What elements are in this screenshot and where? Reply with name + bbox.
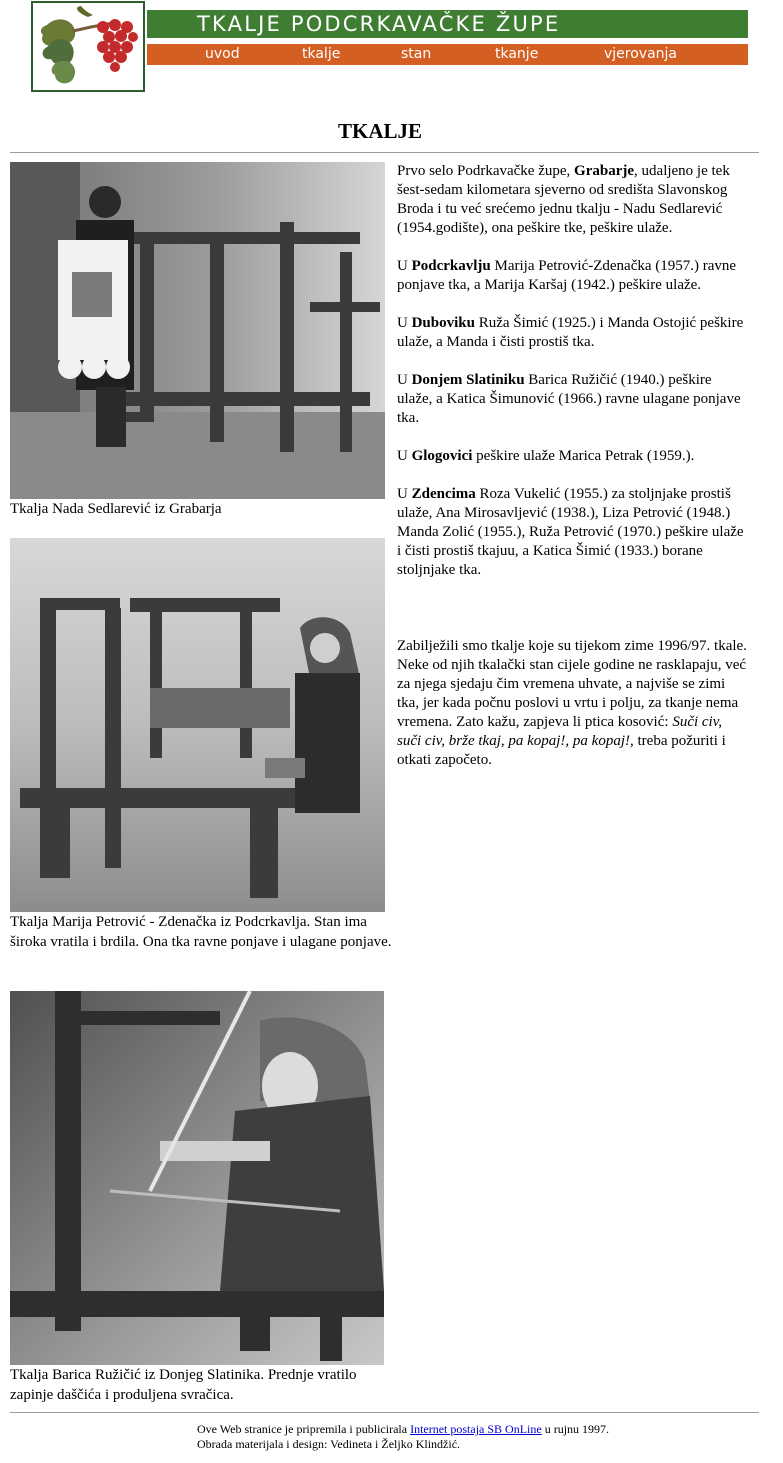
nav-link-vjerovanja[interactable]: vjerovanja: [604, 46, 678, 62]
paragraph-text: Roza Vukelić (1955.) za stoljnjake prostiš ulaže, Ana Mirosavljević (1938.), Liza Petrović (1948.) Manda Zolić (1955.), Ruža Petrović (1970.) peškire ulaže i čisti prostiš tkajuu, a Katica Šimić (1933.) borane stoljnjake tka.: [397, 486, 744, 578]
photo-caption-1: Tkalja Nada Sedlarević iz Grabarja: [10, 501, 222, 517]
nav-link-tkanje[interactable]: tkanje: [495, 46, 539, 62]
paragraph-text: U: [397, 448, 412, 464]
paragraph-closing: [397, 637, 749, 770]
paragraph-text: U: [397, 486, 412, 502]
footer-text: Ove Web stranice je pripremila i publicirala: [197, 1422, 411, 1436]
bird-song-quote: Suči civ, suči civ, brže tkaj, pa kopaj!, pa kopaj!: [397, 714, 723, 749]
paragraph-podcrkavlje: [397, 257, 749, 295]
footer-text: u rujnu 1997.: [541, 1422, 610, 1436]
footer: [197, 1422, 757, 1452]
nav-link-tkalje[interactable]: tkalje: [302, 46, 341, 62]
site-title: TKALJE PODCRKAVAČKE ŽUPE: [197, 12, 561, 36]
photo-marija-petrovic: [10, 538, 385, 912]
paragraph-text: Zabilježili smo tkalje koje su tijekom zime 1996/97. tkale. Neke od njih tkalački stan cijele godine ne rasklapaju, već za njega sjedaju čim vremena uhvate, a najviše se zimi tka, jer kada počnu poslovi u vrtu i polju, za tkanje nema vremena. Zato kažu, zapjeva li ptica kosović:: [397, 638, 747, 730]
sb-online-link[interactable]: Internet postaja SB OnLine: [410, 1422, 542, 1436]
photo-nada-sedlarevic: [10, 162, 385, 499]
nav-link-stan[interactable]: stan: [401, 46, 432, 62]
paragraph-text: Barica Ružičić (1940.) peškire ulaže, a Katica Šimunović (1966.) ravne ulagane ponjave tka.: [397, 372, 741, 426]
paragraph-text: , treba požuriti i otkati započeto.: [397, 733, 726, 768]
village-name: Podcrkavlju: [411, 258, 491, 274]
photo-caption-3: Tkalja Barica Ružičić iz Donjeg Slatinika. Prednje vratilo zapinje daščića i produljena svračica.: [10, 1367, 357, 1403]
nav-link-uvod[interactable]: uvod: [205, 46, 240, 62]
village-name: Duboviku: [411, 315, 475, 331]
paragraph-grabarje: [397, 162, 749, 238]
paragraph-text: U: [397, 258, 412, 274]
grape-vine-cross-stitch-icon: [31, 1, 145, 92]
paragraph-text: U: [397, 372, 412, 388]
footer-design-line: Obrada materijala i design: Vedineta i Željko Klindžić.: [197, 1437, 461, 1451]
article-text: [397, 162, 749, 789]
paragraph-zdenci: [397, 485, 749, 580]
photo-barica-ruzicic: [10, 991, 384, 1365]
village-name: Zdencima: [411, 486, 476, 502]
paragraph-text: peškire ulaže Marica Petrak (1959.).: [472, 448, 695, 464]
paragraph-text: U: [397, 315, 412, 331]
photo-caption-2: Tkalja Marija Petrović - Zdenačka iz Podcrkavlja. Stan ima široka vratila i brdila. Ona tka ravne ponjave i ulagane ponjave.: [10, 914, 392, 950]
village-name: Glogovici: [411, 448, 473, 464]
paragraph-dubovik: [397, 314, 749, 352]
paragraph-text: Marija Petrović-Zdenačka (1957.) ravne ponjave tka, a Marija Karšaj (1942.) peškire ulaže.: [397, 258, 737, 293]
paragraph-donji-slatinik: [397, 371, 749, 428]
paragraph-text: Ruža Šimić (1925.) i Manda Ostojić peškire ulaže, a Manda i čisti prostiš tka.: [397, 315, 744, 350]
page-title: TKALJE: [337, 119, 423, 143]
village-name: Grabarje: [574, 163, 635, 179]
village-name: Donjem Slatiniku: [411, 372, 525, 388]
top-divider: [10, 152, 759, 153]
footer-divider: [10, 1412, 759, 1413]
paragraph-text: Prvo selo Podrkavačke župe,: [397, 163, 575, 179]
paragraph-text: , udaljeno je tek šest-sedam kilometara sjeverno od središta Slavonskog Broda i tu već srećemo jednu tkalju - Nadu Sedlarević (1954.godište), ona peškire tke, peškire ulaže.: [397, 163, 730, 236]
paragraph-glogovica: [397, 447, 749, 466]
footer-credit-line: [197, 1422, 757, 1437]
